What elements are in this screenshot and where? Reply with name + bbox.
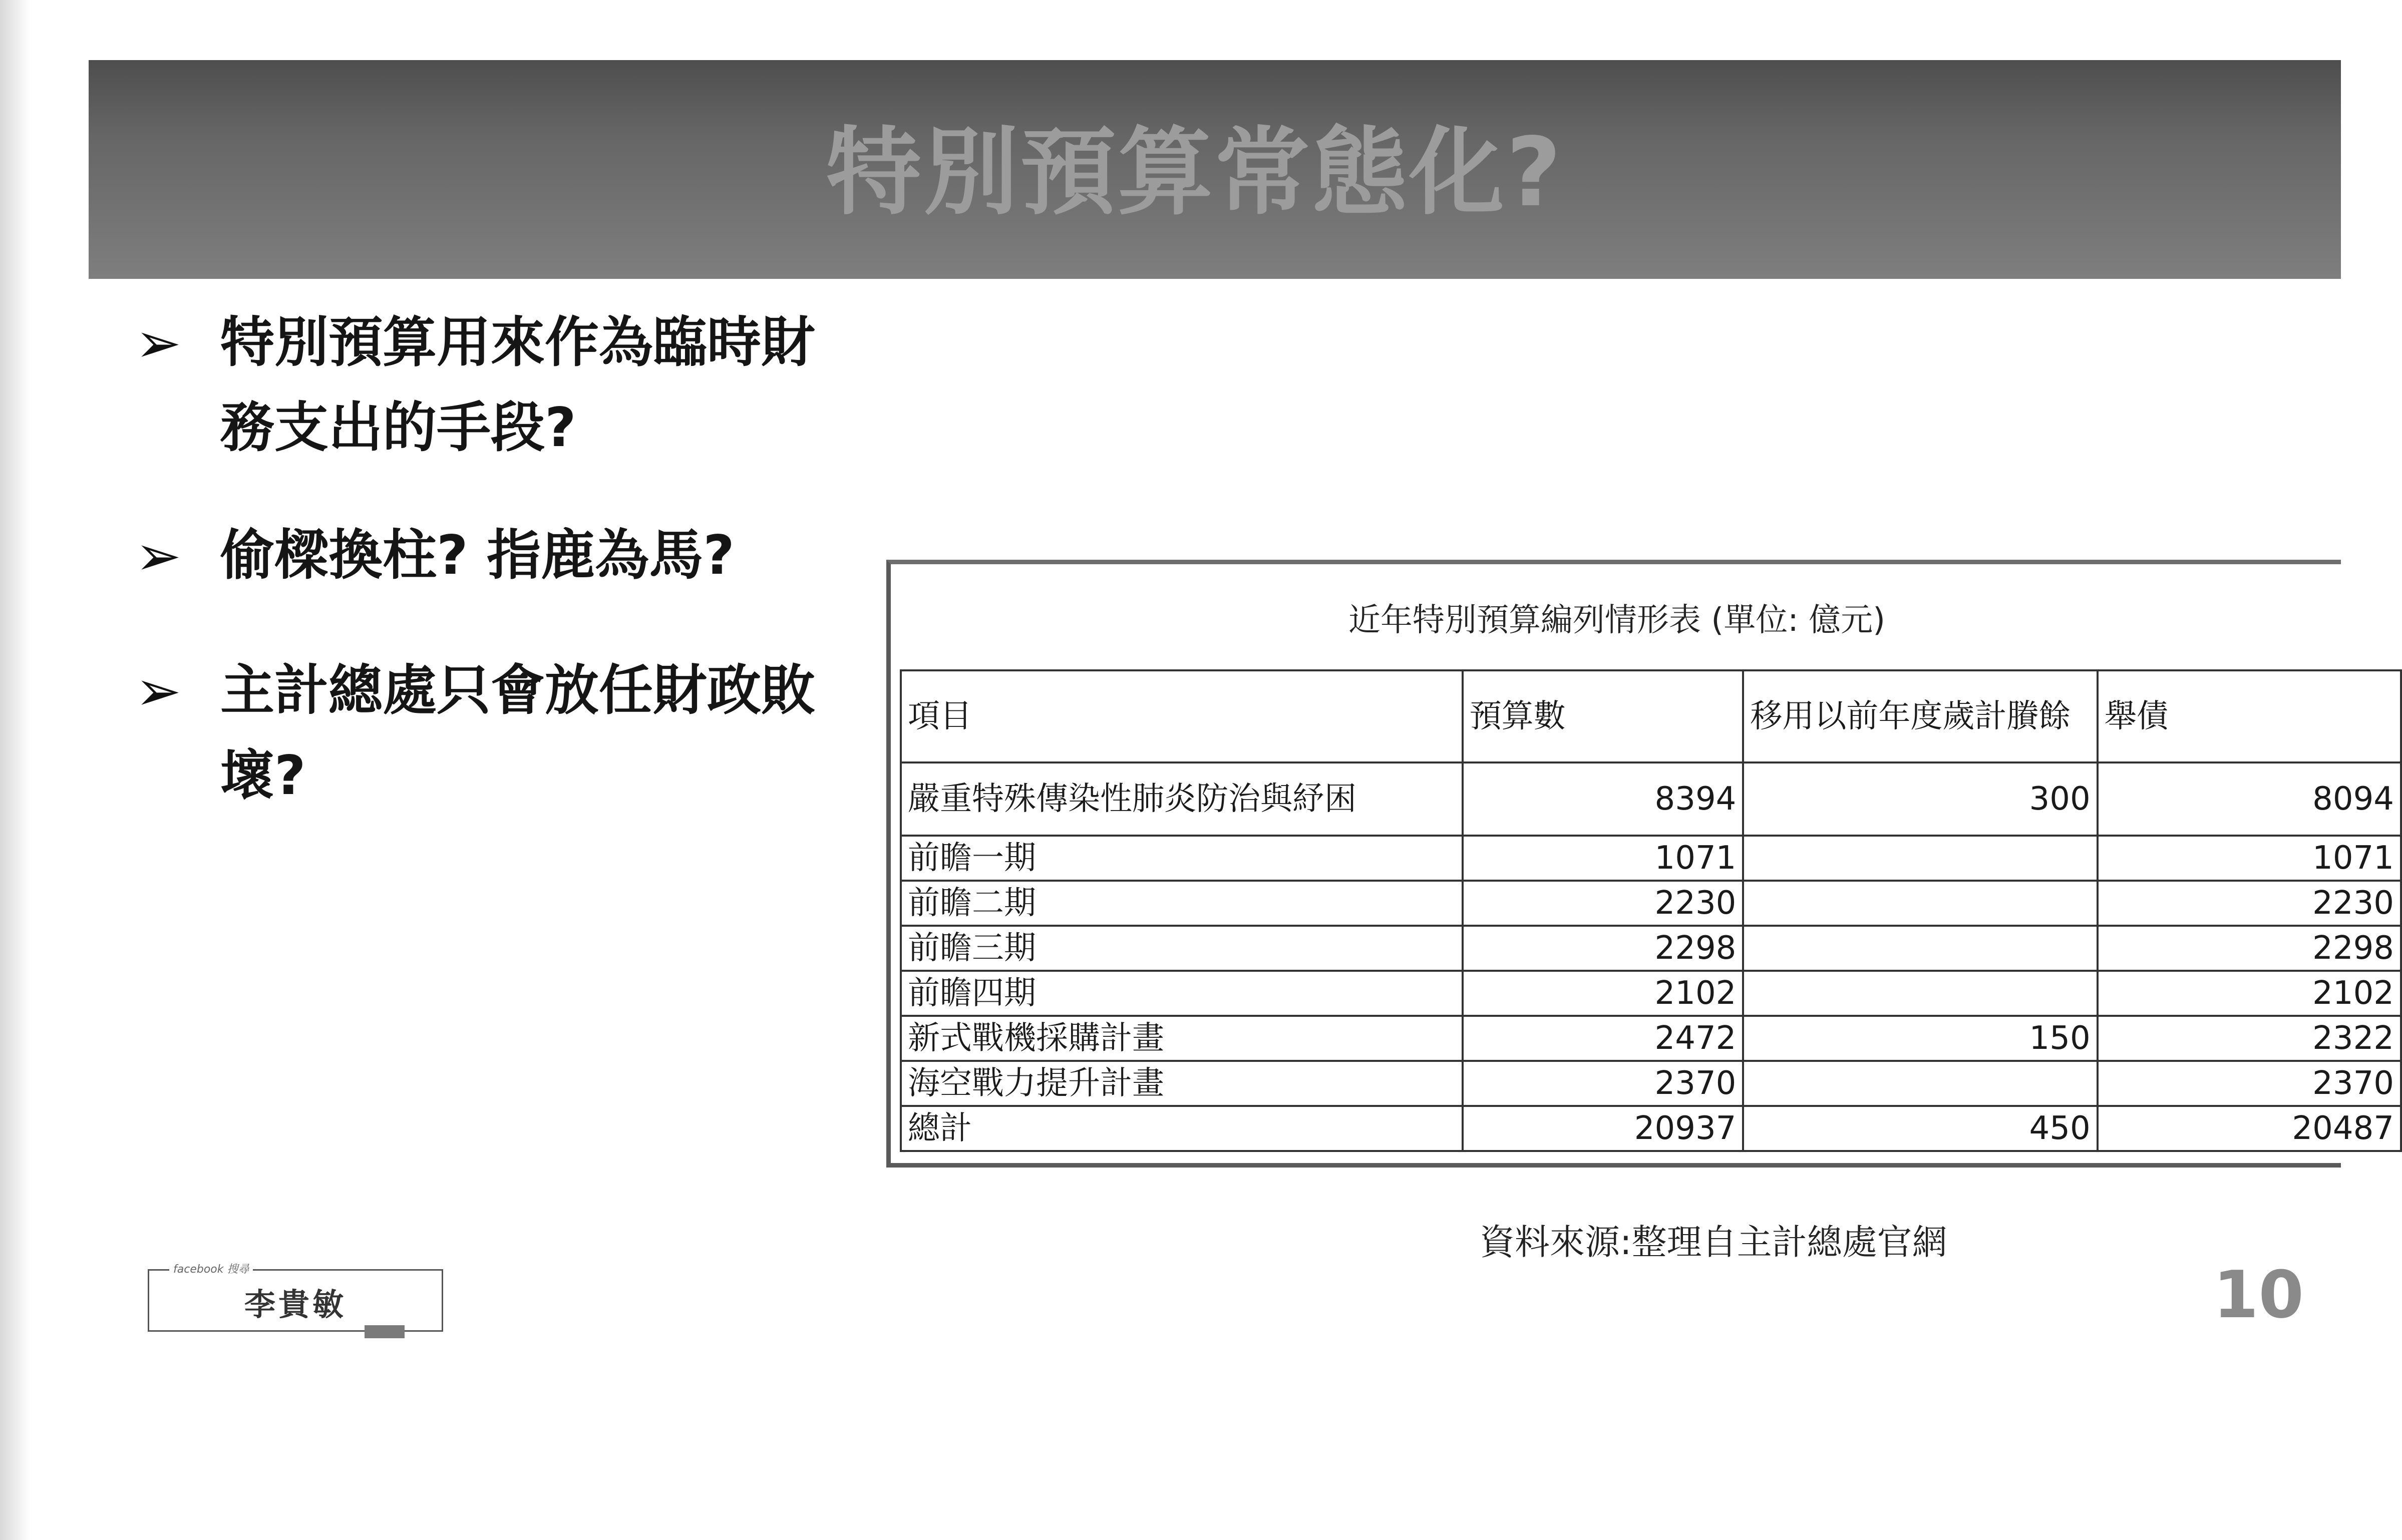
value-cell	[1743, 971, 2097, 1016]
row-label-cell: 前瞻三期	[901, 926, 1463, 971]
facebook-name-badge	[148, 1263, 443, 1332]
page-number: 10	[2213, 1257, 2304, 1333]
bullet-text: 主計總處只會放任財政敗壞?	[220, 659, 816, 807]
row-label-cell: 嚴重特殊傳染性肺炎防治與紓困	[901, 762, 1463, 836]
budget-table	[900, 669, 2402, 1152]
table-row	[901, 1016, 2401, 1061]
row-label-cell: 新式戰機採購計畫	[901, 1016, 1463, 1061]
arrow-bullet-icon: ➢	[135, 659, 182, 723]
value-cell: 300	[1743, 762, 2097, 836]
value-cell: 150	[1743, 1016, 2097, 1061]
value-cell: 8094	[2098, 762, 2401, 836]
table-row	[901, 1106, 2401, 1151]
bullet-item	[135, 300, 861, 471]
row-label-cell: 海空戰力提升計畫	[901, 1061, 1463, 1106]
column-header: 舉債	[2098, 670, 2401, 762]
value-cell	[1743, 1061, 2097, 1106]
facebook-like-icon	[365, 1325, 405, 1338]
value-cell: 2370	[2098, 1061, 2401, 1106]
badge-label: facebook 搜尋	[169, 1261, 253, 1276]
table-caption: 近年特別預算編列情形表 (單位: 億元)	[1348, 602, 1886, 639]
value-cell: 2322	[2098, 1016, 2401, 1061]
value-cell: 2298	[1463, 926, 1744, 971]
value-cell: 2298	[2098, 926, 2401, 971]
column-header: 移用以前年度歲計賸餘	[1743, 670, 2097, 762]
value-cell: 450	[1743, 1106, 2097, 1151]
arrow-bullet-icon: ➢	[135, 524, 182, 588]
bullet-text: 偷樑換柱? 指鹿為馬?	[220, 524, 735, 587]
row-label-cell: 前瞻一期	[901, 836, 1463, 881]
value-cell: 2472	[1463, 1016, 1744, 1061]
table-row	[901, 762, 2401, 836]
page-left-edge-shadow	[0, 0, 30, 1540]
value-cell: 1071	[2098, 836, 2401, 881]
column-header: 項目	[901, 670, 1463, 762]
table-row	[901, 971, 2401, 1016]
bullet-item	[135, 513, 861, 598]
row-label-cell: 前瞻二期	[901, 881, 1463, 926]
title-banner	[89, 60, 2341, 279]
arrow-bullet-icon: ➢	[135, 311, 182, 375]
bullet-text: 特別預算用來作為臨時財務支出的手段?	[220, 311, 816, 459]
value-cell: 1071	[1463, 836, 1744, 881]
slide-title: 特別預算常態化?	[826, 117, 1564, 228]
table-header-row	[901, 670, 2401, 762]
value-cell: 2230	[2098, 881, 2401, 926]
value-cell: 8394	[1463, 762, 1744, 836]
row-label-cell: 前瞻四期	[901, 971, 1463, 1016]
budget-table-panel	[886, 560, 2394, 1168]
value-cell: 20487	[2098, 1106, 2401, 1151]
value-cell: 2370	[1463, 1061, 1744, 1106]
source-note: 資料來源:整理自主計總處官網	[1480, 1222, 1947, 1263]
value-cell	[1743, 926, 2097, 971]
table-row	[901, 926, 2401, 971]
badge-name: 李貴敏	[244, 1286, 347, 1323]
value-cell: 2102	[2098, 971, 2401, 1016]
table-row	[901, 836, 2401, 881]
value-cell	[1743, 836, 2097, 881]
table-row	[901, 1061, 2401, 1106]
table-row	[901, 881, 2401, 926]
column-header: 預算數	[1463, 670, 1744, 762]
row-label-cell: 總計	[901, 1106, 1463, 1151]
value-cell: 2230	[1463, 881, 1744, 926]
value-cell: 2102	[1463, 971, 1744, 1016]
value-cell	[1743, 881, 2097, 926]
value-cell: 20937	[1463, 1106, 1744, 1151]
bullet-item	[135, 648, 861, 819]
